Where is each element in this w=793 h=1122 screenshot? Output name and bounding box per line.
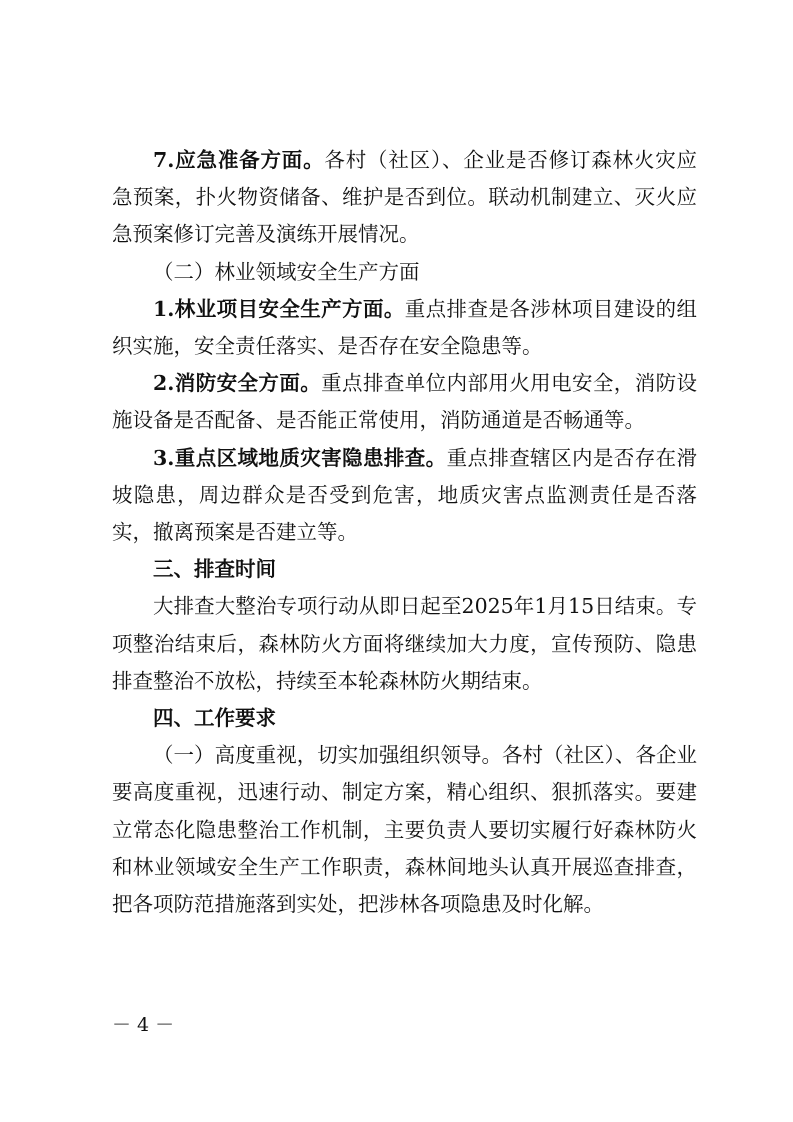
paragraph-sub2-item-3: [112, 440, 697, 552]
paragraph-sub2-item-1: [112, 291, 697, 365]
item-7-lead: 7.应急准备方面。: [153, 148, 325, 172]
subheading-forestry-safety: （二）林业领域安全生产方面: [153, 259, 420, 284]
sub2-item-2-lead: 2.消防安全方面。: [153, 371, 322, 396]
paragraph-section-4: （一）高度重视，切实加强组织领导。各村（社区）、各企业要高度重视，迅速行动、制定方案，精心组织、狠抓落实。要建立常态化隐患整治工作机制，主要负责人要切实履行好森林防火和林业领域安全生产工作职责，森林间地头认真开展巡查排查，把各项防范措施落到实处，把涉林各项隐患及时化解。: [112, 743, 697, 917]
paragraph-sub2-item-2: [112, 365, 697, 439]
item-7-text: 各村（社区）、企业是否修订森林火灾应急预案，扑火物资储备、维护是否到位。联动机制建立、灭火应急预案修订完善及演练开展情况。: [112, 148, 698, 247]
heading-section-4: 四、工作要求: [153, 706, 276, 731]
document-body: [112, 142, 697, 923]
sub2-item-3-lead: 3.重点区域地质灾害隐患排查。: [153, 445, 447, 470]
paragraph-section-3: 大排查大整治专项行动从即日起至2025年1月15日结束。专项整治结束后，森林防火方面将继续加大力度，宣传预防、隐患排查整治不放松，持续至本轮森林防火期结束。: [112, 594, 697, 693]
sub2-item-3-text: 重点排查辖区内是否存在滑坡隐患，周边群众是否受到危害，地质灾害点监测责任是否落实，撤离预案是否建立等。: [112, 445, 698, 545]
page-number: － 4 －: [112, 1014, 175, 1036]
heading-section-3: 三、排查时间: [153, 557, 276, 582]
sub2-item-1-lead: 1.林业项目安全生产方面。: [153, 296, 405, 321]
sub2-item-2-text: 重点排查单位内部用火用电安全，消防设施设备是否配备、是否能正常使用，消防通道是否畅通等。: [112, 371, 698, 433]
paragraph-item-7: [112, 142, 697, 254]
sub2-item-1-text: 重点排查是各涉林项目建设的组织实施，安全责任落实、是否存在安全隐患等。: [112, 296, 697, 359]
